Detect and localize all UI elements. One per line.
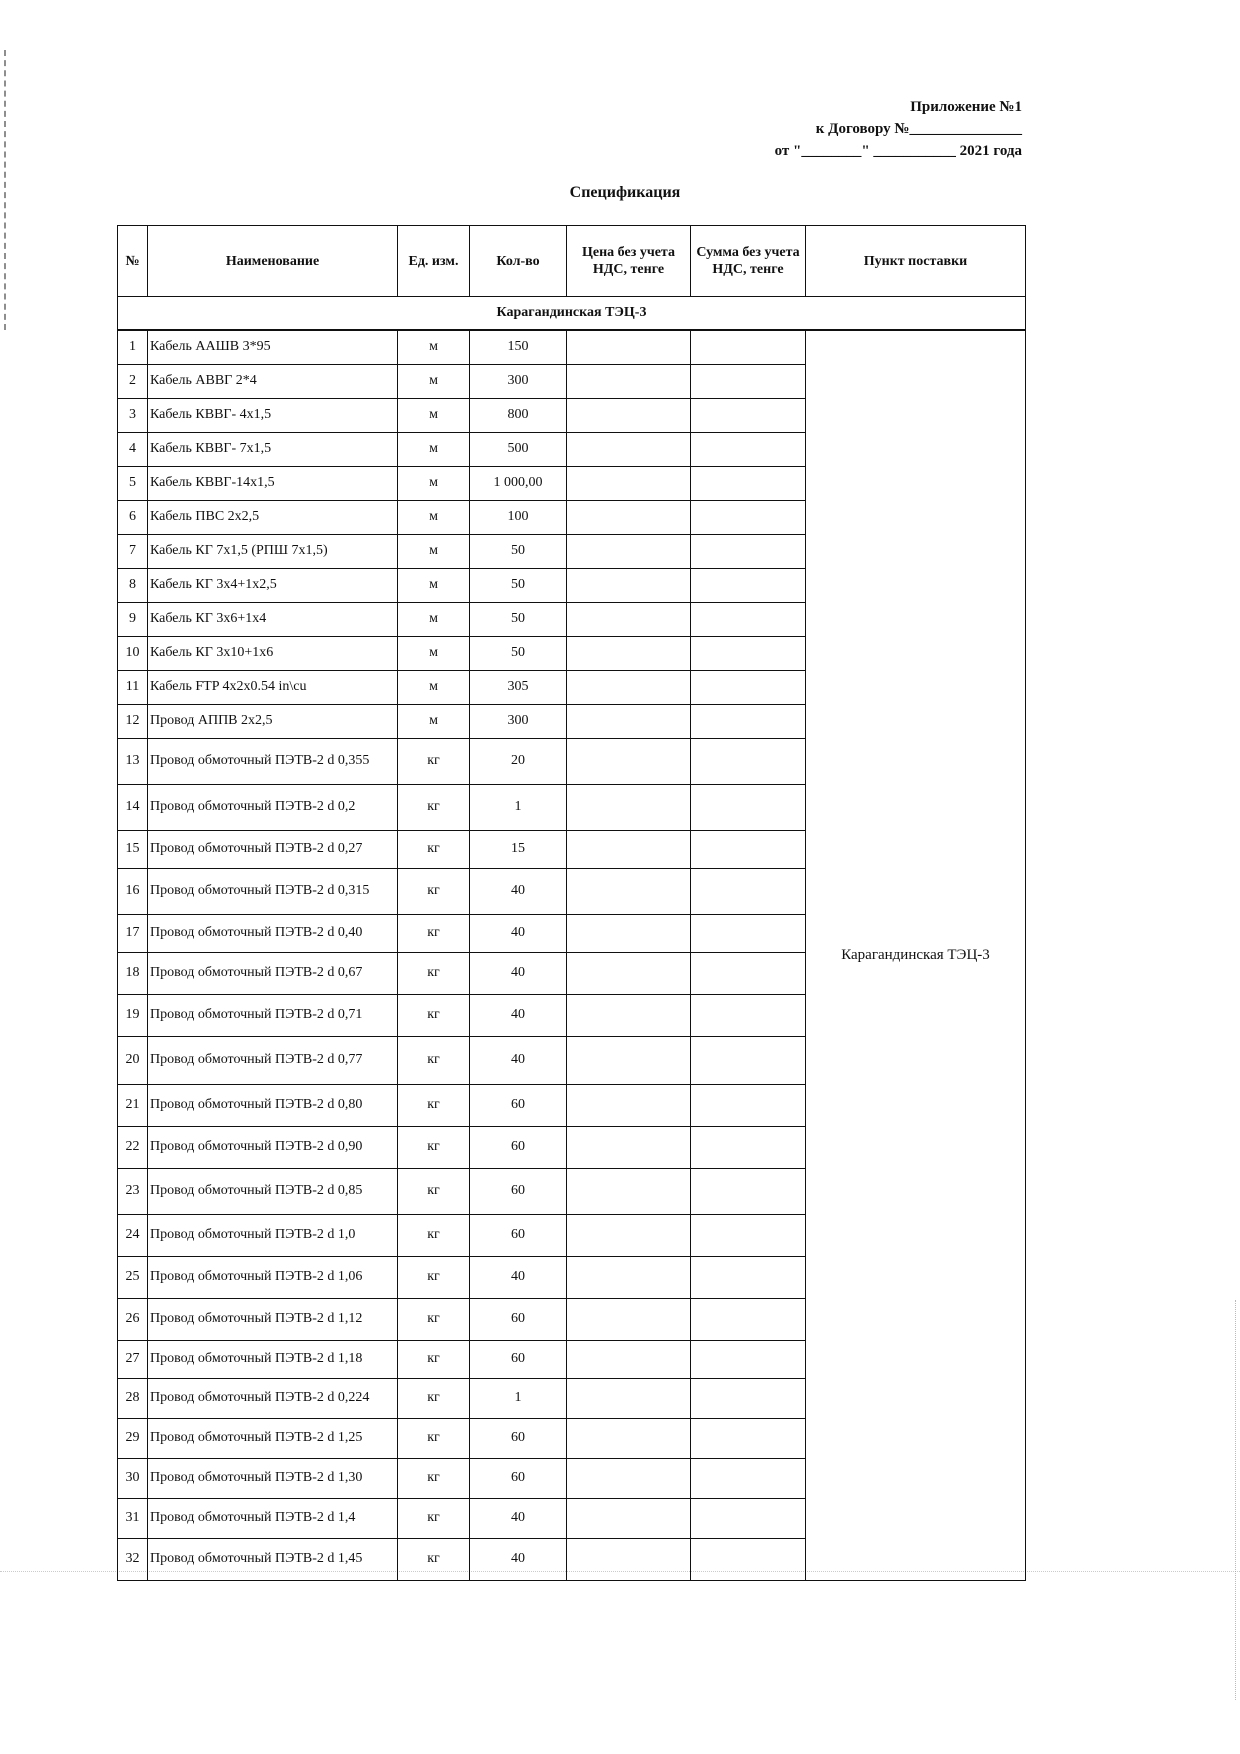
delivery-point-cell: Карагандинская ТЭЦ-3 [806, 330, 1026, 1580]
row-price [567, 1256, 691, 1298]
row-number: 22 [118, 1126, 148, 1168]
col-header-sum: Сумма без учета НДС, тенге [691, 226, 806, 297]
row-qty: 300 [470, 704, 567, 738]
row-price [567, 432, 691, 466]
row-qty: 800 [470, 398, 567, 432]
row-price [567, 1084, 691, 1126]
row-sum [691, 952, 806, 994]
row-number: 29 [118, 1418, 148, 1458]
row-name: Кабель КГ 3х6+1х4 [148, 602, 398, 636]
row-qty: 60 [470, 1168, 567, 1214]
row-unit: м [398, 432, 470, 466]
row-number: 31 [118, 1498, 148, 1538]
row-price [567, 868, 691, 914]
row-unit: м [398, 330, 470, 364]
row-sum [691, 398, 806, 432]
row-number: 19 [118, 994, 148, 1036]
row-name: Провод обмоточный ПЭТВ-2 d 0,40 [148, 914, 398, 952]
row-qty: 150 [470, 330, 567, 364]
row-number: 1 [118, 330, 148, 364]
row-number: 9 [118, 602, 148, 636]
row-number: 20 [118, 1036, 148, 1084]
row-sum [691, 830, 806, 868]
row-price [567, 1498, 691, 1538]
row-sum [691, 432, 806, 466]
row-name: Провод обмоточный ПЭТВ-2 d 0,85 [148, 1168, 398, 1214]
row-number: 7 [118, 534, 148, 568]
row-sum [691, 994, 806, 1036]
row-sum [691, 1214, 806, 1256]
row-qty: 60 [470, 1084, 567, 1126]
col-header-price: Цена без учета НДС, тенге [567, 226, 691, 297]
row-price [567, 914, 691, 952]
row-qty: 60 [470, 1458, 567, 1498]
row-sum [691, 670, 806, 704]
col-header-name: Наименование [148, 226, 398, 297]
row-qty: 300 [470, 364, 567, 398]
row-price [567, 1340, 691, 1378]
row-unit: м [398, 500, 470, 534]
row-number: 5 [118, 466, 148, 500]
row-qty: 500 [470, 432, 567, 466]
row-unit: кг [398, 1036, 470, 1084]
row-sum [691, 1256, 806, 1298]
row-number: 6 [118, 500, 148, 534]
row-qty: 60 [470, 1298, 567, 1340]
row-qty: 305 [470, 670, 567, 704]
section-title: Карагандинская ТЭЦ-3 [118, 297, 1026, 331]
row-unit: кг [398, 914, 470, 952]
row-number: 12 [118, 704, 148, 738]
row-sum [691, 1036, 806, 1084]
row-number: 8 [118, 568, 148, 602]
row-name: Провод обмоточный ПЭТВ-2 d 0,71 [148, 994, 398, 1036]
row-name: Провод обмоточный ПЭТВ-2 d 0,224 [148, 1378, 398, 1418]
row-sum [691, 1126, 806, 1168]
row-number: 4 [118, 432, 148, 466]
row-number: 13 [118, 738, 148, 784]
row-unit: кг [398, 868, 470, 914]
row-qty: 1 [470, 784, 567, 830]
row-name: Провод обмоточный ПЭТВ-2 d 0,2 [148, 784, 398, 830]
row-qty: 40 [470, 1036, 567, 1084]
row-sum [691, 1498, 806, 1538]
row-unit: кг [398, 1498, 470, 1538]
row-unit: м [398, 568, 470, 602]
row-qty: 60 [470, 1214, 567, 1256]
row-unit: м [398, 670, 470, 704]
row-name: Кабель КГ 7х1,5 (РПШ 7х1,5) [148, 534, 398, 568]
row-qty: 40 [470, 868, 567, 914]
row-sum [691, 704, 806, 738]
row-unit: м [398, 466, 470, 500]
row-qty: 60 [470, 1126, 567, 1168]
row-price [567, 670, 691, 704]
row-number: 28 [118, 1378, 148, 1418]
row-unit: м [398, 636, 470, 670]
row-qty: 40 [470, 952, 567, 994]
row-name: Кабель ПВС 2х2,5 [148, 500, 398, 534]
row-name: Провод обмоточный ПЭТВ-2 d 0,77 [148, 1036, 398, 1084]
row-sum [691, 1298, 806, 1340]
row-price [567, 364, 691, 398]
table-header-row [118, 226, 1026, 297]
row-number: 17 [118, 914, 148, 952]
row-number: 23 [118, 1168, 148, 1214]
row-number: 2 [118, 364, 148, 398]
row-sum [691, 466, 806, 500]
row-name: Кабель АВВГ 2*4 [148, 364, 398, 398]
row-price [567, 1458, 691, 1498]
col-header-delivery-point: Пункт поставки [806, 226, 1026, 297]
row-unit: кг [398, 1214, 470, 1256]
row-price [567, 398, 691, 432]
row-unit: кг [398, 1298, 470, 1340]
row-number: 26 [118, 1298, 148, 1340]
row-sum [691, 1084, 806, 1126]
row-price [567, 330, 691, 364]
row-number: 30 [118, 1458, 148, 1498]
row-unit: м [398, 534, 470, 568]
row-number: 16 [118, 868, 148, 914]
row-qty: 50 [470, 534, 567, 568]
row-qty: 40 [470, 1538, 567, 1580]
appendix-label: Приложение №1 [910, 99, 1022, 115]
row-name: Кабель КВВГ-14х1,5 [148, 466, 398, 500]
row-sum [691, 868, 806, 914]
row-name: Провод обмоточный ПЭТВ-2 d 1,12 [148, 1298, 398, 1340]
row-sum [691, 914, 806, 952]
section-row [118, 297, 1026, 331]
row-sum [691, 1340, 806, 1378]
row-name: Провод обмоточный ПЭТВ-2 d 0,67 [148, 952, 398, 994]
row-price [567, 784, 691, 830]
row-price [567, 994, 691, 1036]
row-price [567, 1036, 691, 1084]
row-unit: кг [398, 1418, 470, 1458]
row-sum [691, 1538, 806, 1580]
col-header-unit: Ед. изм. [398, 226, 470, 297]
row-unit: м [398, 398, 470, 432]
row-price [567, 500, 691, 534]
row-sum [691, 1168, 806, 1214]
row-price [567, 1126, 691, 1168]
row-unit: кг [398, 1084, 470, 1126]
row-unit: м [398, 602, 470, 636]
row-price [567, 1168, 691, 1214]
row-name: Провод обмоточный ПЭТВ-2 d 0,355 [148, 738, 398, 784]
row-price [567, 568, 691, 602]
contract-number-line: к Договору №_______________ [815, 121, 1022, 137]
row-name: Провод обмоточный ПЭТВ-2 d 0,90 [148, 1126, 398, 1168]
row-qty: 40 [470, 914, 567, 952]
row-unit: кг [398, 1378, 470, 1418]
row-name: Кабель ААШВ 3*95 [148, 330, 398, 364]
row-unit: кг [398, 1458, 470, 1498]
row-unit: кг [398, 1168, 470, 1214]
row-sum [691, 364, 806, 398]
row-name: Провод обмоточный ПЭТВ-2 d 1,25 [148, 1418, 398, 1458]
row-unit: кг [398, 952, 470, 994]
page-title: Спецификация [569, 184, 681, 201]
row-sum [691, 568, 806, 602]
contract-date-line: от "________" ___________ 2021 года [774, 143, 1022, 159]
row-unit: кг [398, 1340, 470, 1378]
row-qty: 15 [470, 830, 567, 868]
row-sum [691, 1458, 806, 1498]
row-number: 25 [118, 1256, 148, 1298]
row-sum [691, 1418, 806, 1458]
row-name: Провод обмоточный ПЭТВ-2 d 1,0 [148, 1214, 398, 1256]
row-qty: 60 [470, 1340, 567, 1378]
col-header-number: № [118, 226, 148, 297]
row-sum [691, 330, 806, 364]
col-header-qty: Кол-во [470, 226, 567, 297]
row-number: 27 [118, 1340, 148, 1378]
row-qty: 1 000,00 [470, 466, 567, 500]
table-row [118, 330, 1026, 364]
row-price [567, 1214, 691, 1256]
row-price [567, 1298, 691, 1340]
row-number: 14 [118, 784, 148, 830]
row-unit: м [398, 704, 470, 738]
row-name: Провод обмоточный ПЭТВ-2 d 1,4 [148, 1498, 398, 1538]
row-name: Провод обмоточный ПЭТВ-2 d 1,30 [148, 1458, 398, 1498]
row-name: Кабель КВВГ- 7х1,5 [148, 432, 398, 466]
row-number: 18 [118, 952, 148, 994]
row-qty: 50 [470, 602, 567, 636]
row-unit: м [398, 364, 470, 398]
row-price [567, 830, 691, 868]
row-qty: 20 [470, 738, 567, 784]
row-unit: кг [398, 830, 470, 868]
row-number: 15 [118, 830, 148, 868]
row-qty: 40 [470, 994, 567, 1036]
scan-artifact-right [1235, 1300, 1236, 1700]
row-name: Провод обмоточный ПЭТВ-2 d 0,27 [148, 830, 398, 868]
row-number: 32 [118, 1538, 148, 1580]
row-sum [691, 500, 806, 534]
row-unit: кг [398, 1126, 470, 1168]
row-price [567, 952, 691, 994]
row-qty: 60 [470, 1418, 567, 1458]
row-number: 10 [118, 636, 148, 670]
row-sum [691, 602, 806, 636]
row-price [567, 602, 691, 636]
specification-table [117, 225, 1026, 1581]
row-qty: 40 [470, 1256, 567, 1298]
row-name: Провод обмоточный ПЭТВ-2 d 0,80 [148, 1084, 398, 1126]
row-price [567, 1378, 691, 1418]
row-number: 21 [118, 1084, 148, 1126]
row-name: Провод обмоточный ПЭТВ-2 d 1,18 [148, 1340, 398, 1378]
row-unit: кг [398, 1256, 470, 1298]
row-qty: 50 [470, 636, 567, 670]
row-name: Кабель КГ 3х10+1х6 [148, 636, 398, 670]
row-qty: 100 [470, 500, 567, 534]
row-name: Провод обмоточный ПЭТВ-2 d 1,06 [148, 1256, 398, 1298]
row-price [567, 466, 691, 500]
row-price [567, 534, 691, 568]
row-unit: кг [398, 738, 470, 784]
row-unit: кг [398, 784, 470, 830]
row-name: Кабель КВВГ- 4х1,5 [148, 398, 398, 432]
row-price [567, 704, 691, 738]
row-unit: кг [398, 1538, 470, 1580]
row-sum [691, 738, 806, 784]
row-qty: 1 [470, 1378, 567, 1418]
row-name: Провод обмоточный ПЭТВ-2 d 0,315 [148, 868, 398, 914]
row-qty: 50 [470, 568, 567, 602]
row-name: Провод обмоточный ПЭТВ-2 d 1,45 [148, 1538, 398, 1580]
row-price [567, 738, 691, 784]
row-sum [691, 784, 806, 830]
row-number: 11 [118, 670, 148, 704]
row-name: Провод АППВ 2х2,5 [148, 704, 398, 738]
row-price [567, 1418, 691, 1458]
row-sum [691, 636, 806, 670]
row-name: Кабель КГ 3х4+1х2,5 [148, 568, 398, 602]
row-qty: 40 [470, 1498, 567, 1538]
row-name: Кабель FTP 4x2x0.54 in\cu [148, 670, 398, 704]
row-price [567, 1538, 691, 1580]
row-sum [691, 534, 806, 568]
row-number: 24 [118, 1214, 148, 1256]
row-unit: кг [398, 994, 470, 1036]
row-sum [691, 1378, 806, 1418]
row-number: 3 [118, 398, 148, 432]
row-price [567, 636, 691, 670]
